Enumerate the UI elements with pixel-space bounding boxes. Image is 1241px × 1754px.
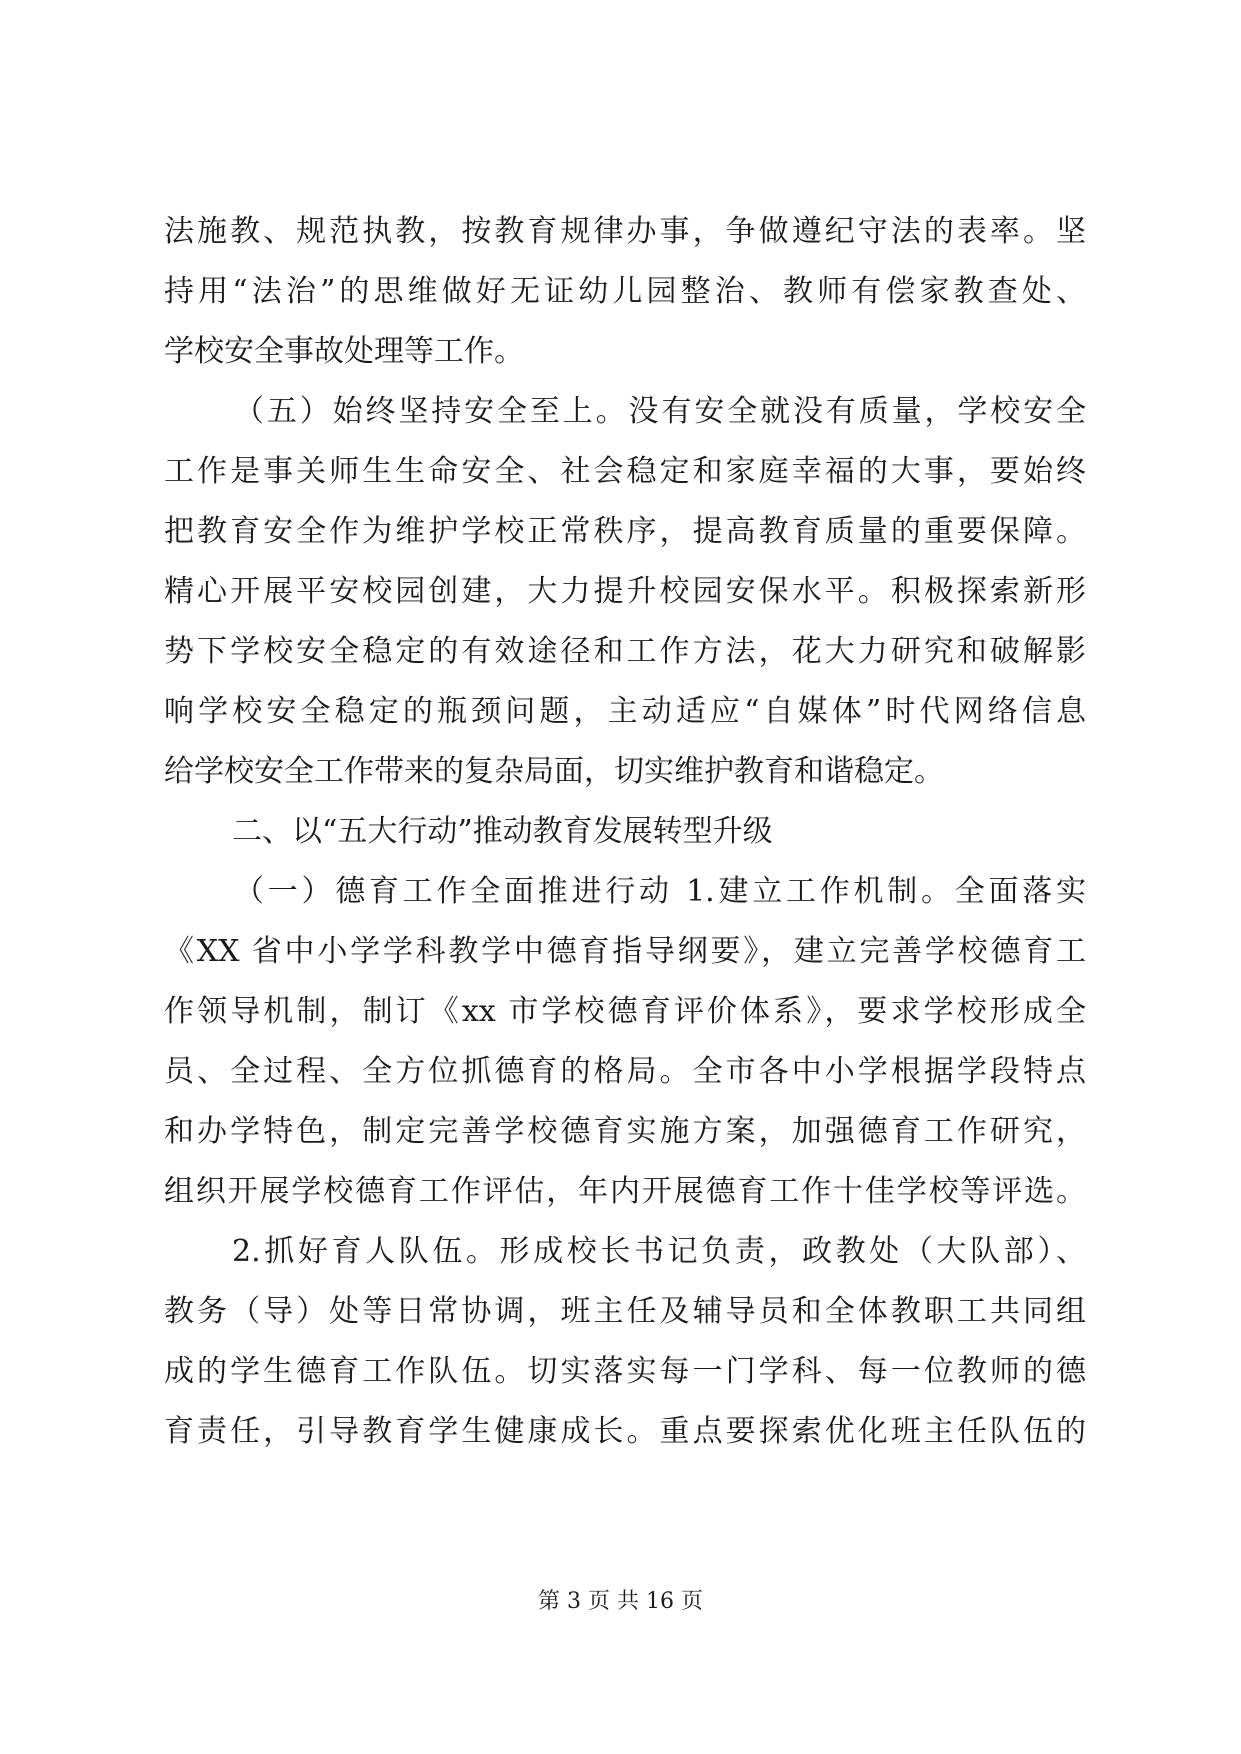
body-line: 成的学生德育工作队伍。切实落实每一门学科、每一位教师的德 (164, 1354, 1086, 1389)
page-number-footer (0, 1587, 1241, 1617)
body-line: 把教育安全作为维护学校正常秩序，提高教育质量的重要保障。 (164, 514, 1086, 549)
paragraph-first-line: 2.抓好育人队伍。形成校长书记负责，政教处（大队部）、 (232, 1234, 1086, 1269)
body-line: 响学校安全稳定的瓶颈问题，主动适应“自媒体”时代网络信息 (164, 694, 1086, 729)
body-line: 持用“法治”的思维做好无证幼儿园整治、教师有偿家教查处、 (164, 274, 1086, 309)
body-line: 员、全过程、全方位抓德育的格局。全市各中小学根据学段特点 (164, 1054, 1086, 1089)
section-heading: 二、以“五大行动”推动教育发展转型升级 (232, 814, 773, 849)
body-line: 给学校安全工作带来的复杂局面，切实维护教育和谐稳定。 (164, 754, 944, 789)
body-line: 学校安全事故处理等工作。 (164, 334, 524, 369)
paragraph-first-line: （一）德育工作全面推进行动 1.建立工作机制。全面落实 (234, 874, 1086, 909)
body-line: 教务（导）处等日常协调，班主任及辅导员和全体教职工共同组 (164, 1294, 1086, 1329)
body-line: 工作是事关师生生命安全、社会稳定和家庭幸福的大事，要始终 (164, 454, 1086, 489)
body-line: 法施教、规范执教，按教育规律办事，争做遵纪守法的表率。坚 (164, 214, 1086, 249)
paragraph-first-line: （五）始终坚持安全至上。没有安全就没有质量，学校安全 (234, 394, 1086, 429)
body-line: 和办学特色，制定完善学校德育实施方案，加强德育工作研究， (164, 1114, 1086, 1149)
body-line: 组织开展学校德育工作评估，年内开展德育工作十佳学校等评选。 (164, 1174, 1086, 1209)
body-line: 精心开展平安校园创建，大力提升校园安保水平。积极探索新形 (164, 574, 1086, 609)
body-line: 育责任，引导教育学生健康成长。重点要探索优化班主任队伍的 (164, 1414, 1086, 1449)
body-line: 势下学校安全稳定的有效途径和工作方法，花大力研究和破解影 (164, 634, 1086, 669)
body-line: 作领导机制，制订《xx 市学校德育评价体系》，要求学校形成全 (164, 994, 1086, 1029)
page-number-label: 第 3 页 共 16 页 (538, 1589, 703, 1614)
body-line: 《XX 省中小学学科教学中德育指导纲要》，建立完善学校德育工 (164, 934, 1086, 969)
